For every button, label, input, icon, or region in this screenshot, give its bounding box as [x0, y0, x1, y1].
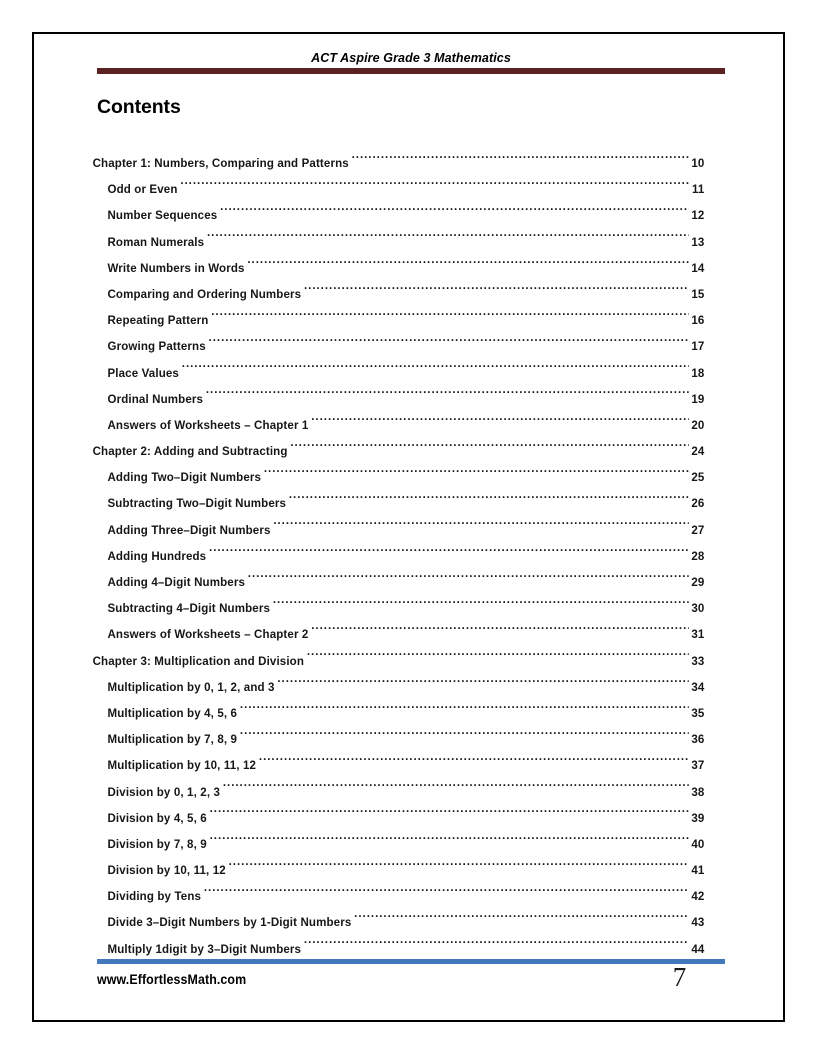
toc-entry-title: Number Sequences: [107, 208, 218, 223]
toc-entry-title: Division by 10, 11, 12: [107, 863, 226, 878]
toc-entry-title: Odd or Even: [107, 182, 178, 197]
toc-entry-section[interactable]: [34, 517, 731, 543]
toc-leader-dots: [206, 390, 689, 402]
toc-entry-page-number: 31: [691, 627, 705, 642]
footer-rule: [97, 959, 725, 964]
toc-entry-page-number: 37: [691, 758, 705, 773]
toc-entry-page-number: 17: [691, 339, 705, 354]
toc-entry-chapter[interactable]: [34, 150, 731, 176]
toc-entry-section[interactable]: [34, 386, 731, 412]
toc-entry-section[interactable]: [34, 333, 731, 359]
toc-leader-dots: [220, 207, 689, 219]
toc-entry-title: Subtracting Two–Digit Numbers: [107, 496, 287, 511]
toc-entry-section[interactable]: [34, 936, 731, 962]
toc-entry-section[interactable]: [34, 569, 731, 595]
toc-entry-page-number: 42: [691, 889, 705, 904]
toc-entry-page-number: 26: [691, 496, 705, 511]
toc-leader-dots: [247, 259, 688, 271]
toc-entry-page-number: 13: [691, 234, 705, 249]
toc-entry-page-number: 38: [691, 784, 705, 799]
toc-entry-page-number: 15: [691, 286, 705, 301]
toc-leader-dots: [304, 286, 689, 298]
toc-entry-section[interactable]: [34, 831, 731, 857]
toc-entry-page-number: 25: [691, 470, 705, 485]
toc-entry-section[interactable]: [34, 883, 731, 909]
toc-entry-section[interactable]: [34, 674, 731, 700]
toc-entry-section[interactable]: [34, 543, 731, 569]
toc-leader-dots: [240, 731, 689, 743]
toc-entry-title: Ordinal Numbers: [107, 391, 204, 406]
toc-entry-page-number: 28: [691, 548, 705, 563]
toc-leader-dots: [311, 416, 688, 428]
toc-entry-page-number: 40: [691, 836, 705, 851]
toc-entry-page-number: 30: [691, 601, 705, 616]
toc-entry-section[interactable]: [34, 281, 731, 307]
toc-entry-section[interactable]: [34, 779, 731, 805]
toc-entry-page-number: 12: [691, 208, 705, 223]
toc-entry-section[interactable]: [34, 621, 731, 647]
toc-leader-dots: [248, 574, 689, 586]
toc-entry-section[interactable]: [34, 464, 731, 490]
toc-entry-page-number: 18: [691, 365, 705, 380]
toc-leader-dots: [207, 233, 689, 245]
toc-entry-page-number: 19: [691, 391, 705, 406]
toc-entry-page-number: 27: [691, 522, 705, 537]
toc-entry-title: Division by 4, 5, 6: [107, 810, 207, 825]
toc-entry-chapter[interactable]: [34, 648, 731, 674]
toc-leader-dots: [289, 495, 689, 507]
toc-entry-title: Dividing by Tens: [107, 889, 202, 904]
toc-entry-section[interactable]: [34, 805, 731, 831]
header-rule: [97, 68, 725, 74]
toc-leader-dots: [229, 862, 689, 874]
toc-entry-title: Adding Hundreds: [107, 548, 207, 563]
toc-leader-dots: [180, 181, 688, 193]
toc-entry-title: Repeating Pattern: [107, 313, 209, 328]
toc-entry-title: Subtracting 4–Digit Numbers: [107, 601, 271, 616]
toc-entry-title: Answers of Worksheets – Chapter 1: [107, 417, 309, 432]
toc-leader-dots: [182, 364, 689, 376]
running-header-title: ACT Aspire Grade 3 Mathematics: [311, 51, 511, 65]
toc-entry-title: Adding Three–Digit Numbers: [107, 522, 271, 537]
toc-leader-dots: [211, 312, 688, 324]
toc-entry-page-number: 39: [691, 810, 705, 825]
toc-entry-section[interactable]: [34, 229, 731, 255]
toc-entry-page-number: 29: [691, 575, 705, 589]
toc-entry-section[interactable]: [34, 255, 731, 281]
toc-entry-page-number: 41: [691, 863, 705, 878]
toc-leader-dots: [273, 521, 688, 533]
toc-entry-section[interactable]: [34, 752, 731, 778]
toc-entry-title: Multiplication by 10, 11, 12: [107, 758, 257, 773]
toc-leader-dots: [304, 940, 689, 952]
toc-entry-title: Roman Numerals: [107, 234, 205, 249]
toc-leader-dots: [277, 678, 688, 690]
toc-leader-dots: [354, 914, 689, 926]
toc-entry-page-number: 34: [691, 679, 705, 694]
toc-entry-page-number: 10: [691, 156, 705, 170]
toc-entry-title: Chapter 2: Adding and Subtracting: [92, 444, 288, 459]
toc-entry-page-number: 20: [691, 417, 705, 432]
toc-entry-title: Growing Patterns: [107, 339, 206, 354]
toc-entry-section[interactable]: [34, 202, 731, 228]
toc-entry-title: Adding 4–Digit Numbers: [107, 575, 245, 589]
footer-website-link[interactable]: www.EffortlessMath.com: [97, 972, 247, 987]
toc-leader-dots: [209, 547, 689, 559]
toc-leader-dots: [290, 443, 688, 455]
page-sheet: [32, 32, 785, 1022]
toc-leader-dots: [352, 155, 689, 167]
table-of-contents: [34, 150, 783, 962]
toc-entry-page-number: 35: [691, 705, 705, 720]
toc-entry-page-number: 24: [691, 444, 705, 459]
toc-entry-section[interactable]: [34, 700, 731, 726]
toc-entry-title: Multiplication by 0, 1, 2, and 3: [107, 679, 275, 694]
toc-entry-section[interactable]: [34, 360, 731, 386]
toc-entry-section[interactable]: [34, 595, 731, 621]
toc-leader-dots: [240, 705, 689, 717]
toc-entry-title: Division by 7, 8, 9: [107, 836, 207, 851]
toc-leader-dots: [210, 835, 689, 847]
toc-leader-dots: [259, 757, 689, 769]
toc-entry-page-number: 36: [691, 732, 705, 747]
toc-entry-chapter[interactable]: [34, 438, 731, 464]
toc-entry-title: Adding Two–Digit Numbers: [107, 470, 262, 485]
toc-entry-title: Division by 0, 1, 2, 3: [107, 784, 221, 799]
toc-entry-title: Multiplication by 4, 5, 6: [107, 705, 238, 720]
toc-leader-dots: [273, 600, 689, 612]
toc-leader-dots: [307, 652, 689, 664]
footer-page-number: 7: [672, 962, 687, 992]
toc-entry-section[interactable]: [34, 726, 731, 752]
toc-entry-section[interactable]: [34, 412, 731, 438]
toc-entry-page-number: 11: [691, 182, 705, 197]
toc-leader-dots: [209, 338, 689, 350]
toc-leader-dots: [311, 626, 688, 638]
toc-entry-title: Answers of Worksheets – Chapter 2: [107, 627, 309, 642]
toc-entry-section[interactable]: [34, 857, 731, 883]
page-title: Contents: [97, 96, 181, 118]
toc-entry-title: Comparing and Ordering Numbers: [107, 286, 302, 301]
toc-entry-page-number: 44: [691, 941, 705, 956]
toc-leader-dots: [204, 888, 689, 900]
toc-entry-title: Chapter 1: Numbers, Comparing and Patterns: [92, 156, 349, 170]
running-header: [97, 49, 725, 67]
toc-entry-section[interactable]: [34, 307, 731, 333]
toc-leader-dots: [264, 469, 689, 481]
toc-entry-title: Multiplication by 7, 8, 9: [107, 732, 238, 747]
toc-leader-dots: [223, 783, 689, 795]
toc-entry-page-number: 14: [691, 260, 705, 275]
toc-entry-section[interactable]: [34, 909, 731, 935]
toc-entry-title: Write Numbers in Words: [107, 260, 245, 275]
toc-leader-dots: [210, 809, 689, 821]
toc-entry-section[interactable]: [34, 176, 731, 202]
toc-entry-title: Place Values: [107, 365, 179, 380]
toc-entry-page-number: 43: [691, 915, 705, 930]
toc-entry-page-number: 16: [691, 313, 705, 328]
toc-entry-section[interactable]: [34, 490, 731, 516]
toc-entry-title: Divide 3–Digit Numbers by 1-Digit Numbers: [107, 915, 352, 930]
toc-entry-page-number: 33: [691, 653, 705, 668]
toc-entry-title: Multiply 1digit by 3–Digit Numbers: [107, 941, 302, 956]
toc-entry-title: Chapter 3: Multiplication and Division: [92, 653, 305, 668]
